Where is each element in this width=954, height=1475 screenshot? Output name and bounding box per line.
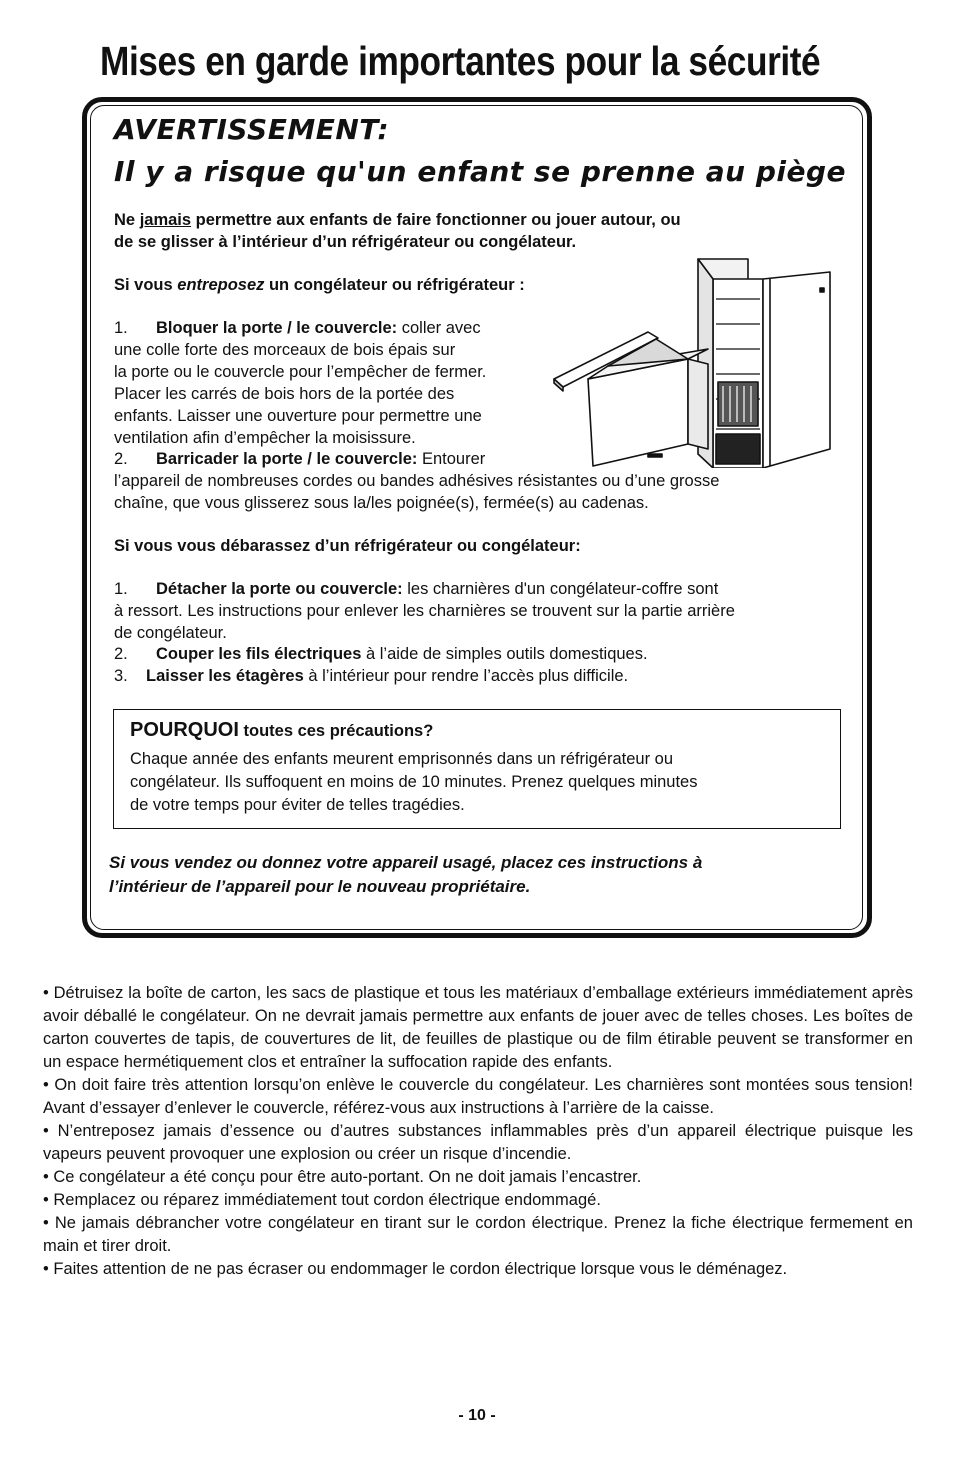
store-item-2: 2. Barricader la porte / le couvercle: Entourer xyxy=(114,450,486,468)
sell-note-line: l’intérieur de l’appareil pour le nouveau propriétaire. xyxy=(109,877,531,896)
dispose-item-2: 2. Couper les fils électriques à l’aide de simples outils domestiques. xyxy=(114,645,648,663)
freezer-illustration xyxy=(548,254,838,468)
sell-note-line: Si vous vendez ou donnez votre appareil usagé, placez ces instructions à xyxy=(109,853,703,872)
why-line: congélateur. Ils suffoquent en moins de 10 minutes. Prenez quelques minutes xyxy=(130,773,698,791)
store-item-2-line: chaîne, que vous glisserez sous la/les poignée(s), fermée(s) au cadenas. xyxy=(114,494,649,512)
page-number: - 10 - xyxy=(458,1407,496,1424)
dispose-item-3: 3. Laisser les étagères à l’intérieur pour rendre l’accès plus difficile. xyxy=(114,667,629,685)
store-item-1-line: ventilation afin d’empêcher la moisissure. xyxy=(114,429,416,447)
dispose-item-1-line: de congélateur. xyxy=(114,624,227,642)
warning-subheading: Il y a risque qu'un enfant se prenne au piège xyxy=(114,155,847,188)
dispose-item-1-line: à ressort. Les instructions pour enlever les charnières se trouvent sur la partie arrière xyxy=(114,602,735,620)
bullet-item: • Remplacez ou réparez immédiatement tout cordon électrique endommagé. xyxy=(43,1191,601,1209)
bullet-item: • Ce congélateur a été conçu pour être auto-portant. On ne doit jamais l’encastrer. xyxy=(43,1168,642,1186)
store-heading: Si vous entreposez un congélateur ou réfrigérateur : xyxy=(114,276,525,294)
dispose-item-1: 1. Détacher la porte ou couvercle: les charnières d'un congélateur-coffre sont xyxy=(114,580,719,598)
dispose-heading: Si vous vous débarassez d’un réfrigérateur ou congélateur: xyxy=(114,537,581,555)
safety-bullet-list xyxy=(43,982,913,1281)
why-heading: POURQUOI toutes ces précautions? xyxy=(130,719,434,741)
store-item-1-line: Placer les carrés de bois hors de la portée des xyxy=(114,385,455,403)
bullet-item: • Détruisez la boîte de carton, les sacs de plastique et tous les matériaux d’emballage extérieurs immédiatement après avoir déballé le congélateur. On ne devrait jamais permettre aux enfants de jouer avec de telles choses. Les boîtes de carton couvertes de tapis, de couvertures de lit, de feuilles de plastique ou de film étirable peuvent se transformer en un espace hermétiquement clos et entraîner la suffocation rapide des enfants. xyxy=(43,984,913,1071)
bullet-item: • Ne jamais débrancher votre congélateur en tirant sur le cordon électrique. Prenez la fiche électrique fermement en main et tirer droit. xyxy=(43,1214,913,1255)
store-item-1-line: une colle forte des morceaux de bois épais sur xyxy=(114,341,456,359)
intro-line-2: de se glisser à l’intérieur d’un réfrigérateur ou congélateur. xyxy=(114,233,577,251)
bullet-item: • Faites attention de ne pas écraser ou endommager le cordon électrique lorsque vous le déménagez. xyxy=(43,1260,788,1278)
why-line: Chaque année des enfants meurent emprisonnés dans un réfrigérateur ou xyxy=(130,750,674,768)
bullet-item: • On doit faire très attention lorsqu’on enlève le couvercle du congélateur. Les charnières sont montées sous tension! Avant d’essayer d’enlever le couvercle, référez-vous aux instructions à l’arrière de la caisse. xyxy=(43,1076,913,1117)
store-item-1-line: la porte ou le couvercle pour l’empêcher de fermer. xyxy=(114,363,487,381)
store-item-1-line: enfants. Laisser une ouverture pour permettre une xyxy=(114,407,482,425)
store-item-2-line: l’appareil de nombreuses cordes ou bandes adhésives résistantes ou d’une grosse xyxy=(114,472,720,490)
page-title: Mises en garde importantes pour la sécurité xyxy=(100,38,821,84)
bullet-item: • N’entreposez jamais d’essence ou d’autres substances inflammables près d’un appareil électrique puisque les vapeurs peuvent provoquer une explosion ou créer un risque d’incendie. xyxy=(43,1122,913,1163)
why-line: de votre temps pour éviter de telles tragédies. xyxy=(130,796,465,814)
warning-heading: AVERTISSEMENT: xyxy=(114,113,390,146)
intro-line-1: Ne jamais permettre aux enfants de faire fonctionner ou jouer autour, ou xyxy=(114,211,681,229)
store-item-1: 1. Bloquer la porte / le couvercle: coller avec xyxy=(114,319,481,337)
